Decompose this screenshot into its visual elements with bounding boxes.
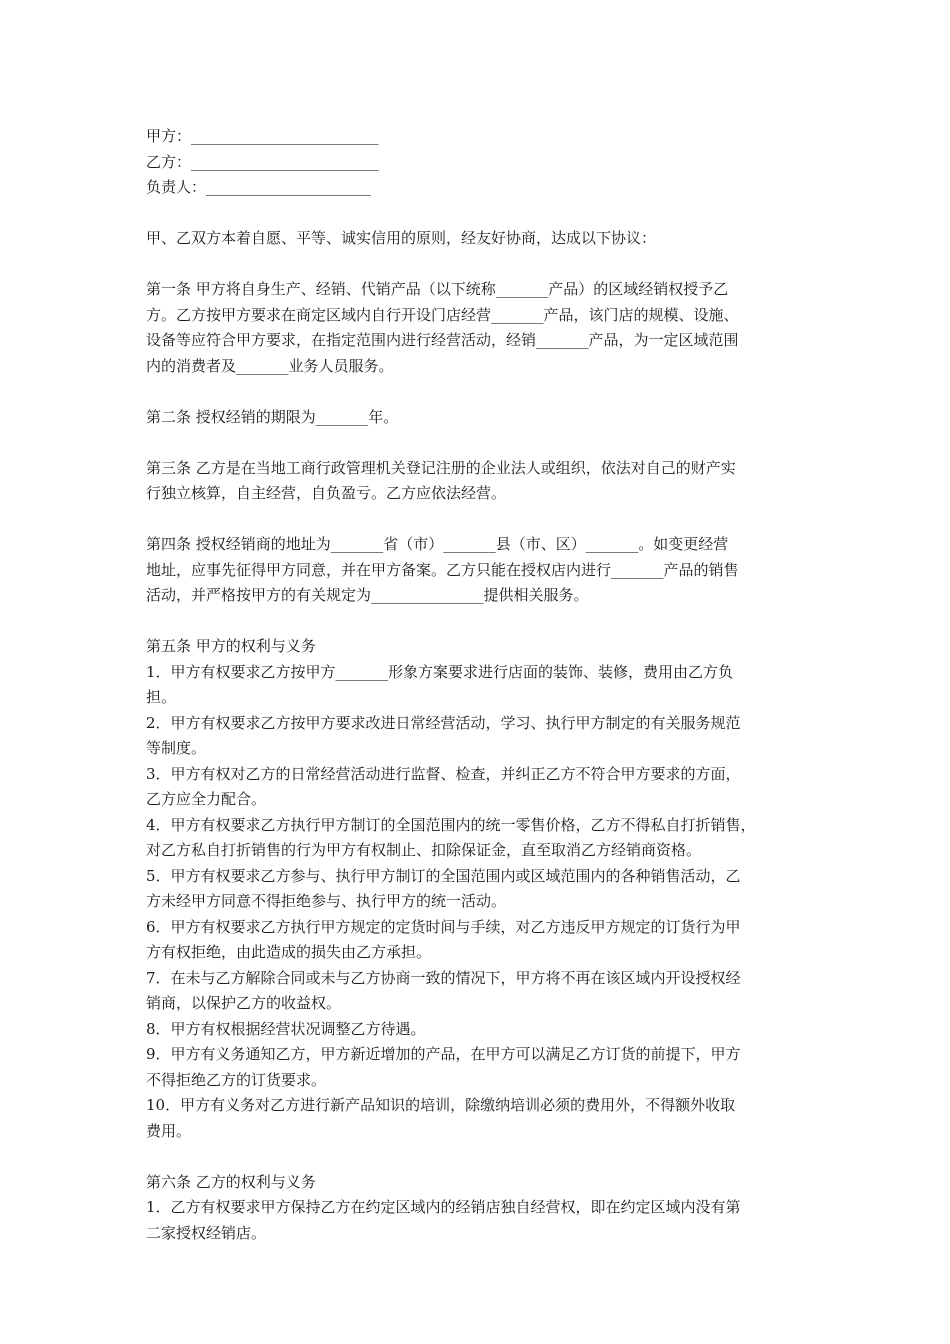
responsible-person-label: 负责人： bbox=[146, 178, 207, 196]
article-5-line: 10．甲方有义务对乙方进行新产品知识的培训，除缴纳培训必须的费用外，不得额外收取 bbox=[146, 1096, 736, 1114]
article-1-line: 方。乙方按甲方要求在商定区域内自行开设门店经营_______产品，该门店的规模、设施、 bbox=[146, 305, 739, 324]
article-5-heading: 第五条 甲方的权利与义务 bbox=[146, 637, 316, 655]
article-5-line: 5．甲方有权要求乙方参与、执行甲方制订的全国范围内或区域范围内的各种销售活动，乙 bbox=[146, 866, 741, 885]
article-6-line: 二家授权经销店。 bbox=[146, 1223, 267, 1242]
article-5-line: 3．甲方有权对乙方的日常经营活动进行监督、检查，并纠正乙方不符合甲方要求的方面， bbox=[146, 764, 741, 783]
article-5-line: 方有权拒绝，由此造成的损失由乙方承担。 bbox=[146, 943, 432, 961]
party-a-line bbox=[146, 124, 826, 150]
article-3-line: 第三条 乙方是在当地工商行政管理机关登记注册的企业法人或组织，依法对自己的财产实 bbox=[146, 458, 736, 477]
article-5-line: 等制度。 bbox=[146, 739, 207, 757]
article-5-line: 费用。 bbox=[146, 1121, 192, 1140]
article-5-line: 4．甲方有权要求乙方执行甲方制订的全国范围内的统一零售价格，乙方不得私自打折销售， bbox=[146, 815, 756, 834]
article-5-line: 乙方应全力配合。 bbox=[146, 790, 267, 808]
article-5-line: 方未经甲方同意不得拒绝参与、执行甲方的统一活动。 bbox=[146, 892, 507, 910]
article-1-line: 设备等应符合甲方要求，在指定范围内进行经营活动，经销_______产品，为一定区域范围 bbox=[146, 331, 739, 349]
intro-paragraph: 甲、乙双方本着自愿、平等、诚实信用的原则，经友好协商，达成以下协议： bbox=[146, 229, 657, 247]
article-5-line: 6．甲方有权要求乙方执行甲方规定的定货时间与手续，对乙方违反甲方规定的订货行为甲 bbox=[146, 917, 741, 936]
article-5-line: 1．甲方有权要求乙方按甲方_______形象方案要求进行店面的装饰、装修，费用由乙方负 bbox=[146, 662, 734, 681]
party-a-label: 甲方： bbox=[146, 127, 192, 145]
article-1-line: 内的消费者及_______业务人员服务。 bbox=[146, 356, 394, 375]
article-5-line: 8．甲方有权根据经营状况调整乙方待遇。 bbox=[146, 1019, 426, 1038]
article-2 bbox=[146, 405, 826, 431]
article-5 bbox=[146, 634, 826, 1144]
article-1-line: 第一条 甲方将自身生产、经销、代销产品（以下统称_______产品）的区域经销权授予乙 bbox=[146, 280, 729, 298]
article-5-line: 2．甲方有权要求乙方按甲方要求改进日常经营活动，学习、执行甲方制定的有关服务规范 bbox=[146, 713, 741, 732]
party-b-blank: _________________________ bbox=[191, 152, 379, 171]
party-b-line bbox=[146, 150, 826, 176]
article-3-line: 行独立核算，自主经营，自负盈亏。乙方应依法经营。 bbox=[146, 484, 507, 502]
responsible-person-blank: ______________________ bbox=[206, 178, 372, 196]
article-5-line: 销商，以保护乙方的收益权。 bbox=[146, 994, 342, 1012]
article-3 bbox=[146, 456, 826, 507]
party-a-blank: _________________________ bbox=[191, 127, 379, 145]
article-5-line: 9．甲方有义务通知乙方，甲方新近增加的产品，在甲方可以满足乙方订货的前提下，甲方 bbox=[146, 1045, 741, 1063]
parties-block bbox=[146, 124, 826, 201]
article-1 bbox=[146, 277, 826, 379]
article-6-line: 1．乙方有权要求甲方保持乙方在约定区域内的经销店独自经营权，即在约定区域内没有第 bbox=[146, 1198, 741, 1216]
article-2-line: 第二条 授权经销的期限为_______年。 bbox=[146, 407, 399, 426]
article-6 bbox=[146, 1170, 826, 1247]
article-4-line: 第四条 授权经销商的地址为_______省（市）_______县（市、区）_______。如变更经营 bbox=[146, 535, 729, 553]
article-4-line: 地址，应事先征得甲方同意，并在甲方备案。乙方只能在授权店内进行_______产品的销售 bbox=[146, 560, 739, 579]
article-5-line: 担。 bbox=[146, 688, 177, 706]
article-5-line: 对乙方私自打折销售的行为甲方有权制止、扣除保证金，直至取消乙方经销商资格。 bbox=[146, 841, 702, 859]
article-5-line: 不得拒绝乙方的订货要求。 bbox=[146, 1070, 327, 1089]
party-b-label: 乙方： bbox=[146, 152, 192, 171]
article-5-line: 7．在未与乙方解除合同或未与乙方协商一致的情况下，甲方将不再在该区域内开设授权经 bbox=[146, 968, 741, 987]
article-4 bbox=[146, 532, 826, 609]
responsible-person-line bbox=[146, 175, 826, 201]
article-4-line: 活动，并严格按甲方的有关规定为_______________提供相关服务。 bbox=[146, 586, 589, 604]
contract-document bbox=[146, 124, 826, 1246]
article-6-heading: 第六条 乙方的权利与义务 bbox=[146, 1172, 316, 1191]
